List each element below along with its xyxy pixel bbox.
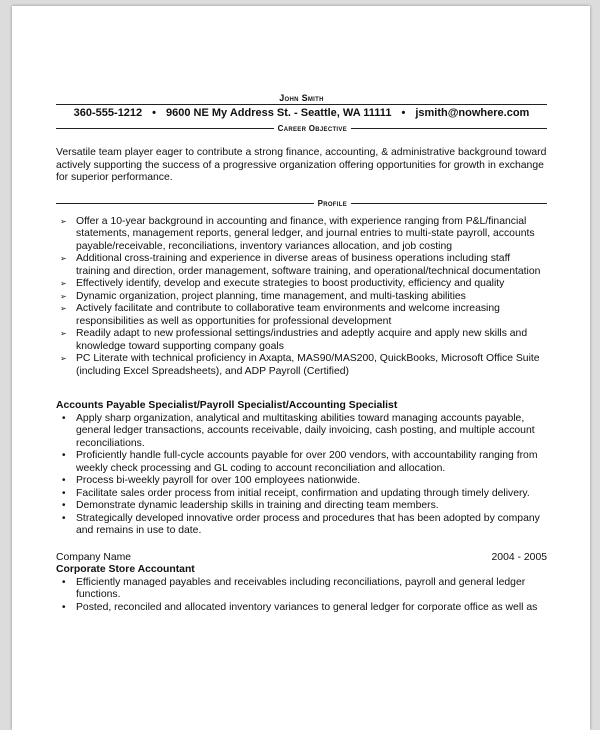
arrow-bullet-icon: ➢ xyxy=(60,291,67,301)
dot-bullet-icon: • xyxy=(62,601,66,613)
list-item: • Process bi-weekly payroll for over 100 employees nationwide. xyxy=(62,475,361,486)
job-company-row xyxy=(56,552,547,565)
profile-heading xyxy=(56,199,547,208)
list-item: ➢ Offer a 10-year background in accounting and finance, with experience ranging from P&L/financial statements, management reports, general ledger, and journal entries to multi-state payroll, accounts payable/receivable, reconciliations, inventory variances allocation, and job costing xyxy=(60,215,535,252)
arrow-bullet-icon: ➢ xyxy=(60,329,67,338)
heading-rule-right xyxy=(351,128,547,129)
arrow-bullet-icon: ➢ xyxy=(60,354,67,363)
dot-bullet-icon: • xyxy=(62,487,66,499)
candidate-name: John Smith xyxy=(279,93,324,103)
list-item: • Facilitate sales order process from initial receipt, confirmation and updating through timely delivery. xyxy=(62,487,530,499)
list-item: • Apply sharp organization, analytical and multitasking abilities toward managing accounts payable, general ledger transactions, accounts receivable, daily invoicing, cash posting, and multiple account reconciliations. xyxy=(62,412,535,449)
experience-summary-list xyxy=(56,413,547,538)
resume-content xyxy=(56,93,547,614)
phone: 360-555-1212 xyxy=(73,107,143,119)
job-duties-list xyxy=(56,577,547,615)
heading-rule-left xyxy=(56,128,274,129)
resume-page xyxy=(12,6,590,730)
dot-bullet-icon: • xyxy=(62,475,66,486)
list-item: • Proficiently handle full-cycle accounts payable for over 200 vendors, with accountability ranging from weekly check processing and GL coding to account reconciliation and allocation. xyxy=(62,450,538,474)
arrow-bullet-icon: ➢ xyxy=(60,254,67,263)
company-name: Company Name xyxy=(56,551,132,563)
list-item: ➢ Dynamic organization, project planning, time management, and multi-tasking abilities xyxy=(60,290,466,302)
contact-line xyxy=(56,106,547,120)
dot-bullet-icon: • xyxy=(62,512,66,524)
email: jsmith@nowhere.com xyxy=(415,107,530,119)
objective-text: Versatile team player eager to contribute a strong finance, accounting, & administrative background toward actively supporting the success of a progressive organization offering opportunities for growth in exchange for superior performance. xyxy=(56,147,547,183)
header-rule xyxy=(56,104,547,105)
separator-dot: • xyxy=(152,107,157,119)
list-item: ➢ Readily adapt to new professional settings/industries and adeptly acquire and apply new skills and knowledge toward supporting company goals xyxy=(60,328,528,352)
job-dates: 2004 - 2005 xyxy=(491,551,547,563)
job-title: Corporate Store Accountant xyxy=(56,564,195,575)
dot-bullet-icon: • xyxy=(62,412,66,424)
profile-heading-label: Profile xyxy=(317,198,347,208)
list-item: ➢ PC Literate with technical proficiency in Axapta, MAS90/MAS200, QuickBooks, Microsoft Office Suite (including Excel Spreadsheets), and ADP Payroll (Certified) xyxy=(60,353,540,377)
list-item: ➢ Actively facilitate and contribute to collaborative team environments and welcome increasing responsibilities as well as opportunities for professional development xyxy=(60,303,500,327)
arrow-bullet-icon: ➢ xyxy=(60,304,67,313)
objective-heading xyxy=(56,124,547,133)
list-item: • Demonstrate dynamic leadership skills in training and directing team members. xyxy=(62,500,439,511)
arrow-bullet-icon: ➢ xyxy=(60,216,67,226)
list-item: ➢ Effectively identify, develop and execute strategies to boost productivity, efficiency and quality xyxy=(60,278,505,289)
arrow-bullet-icon: ➢ xyxy=(60,279,67,288)
list-item: ➢ Additional cross-training and experience in diverse areas of business operations including staff training and direction, order management, software training, and operational/technical documentation xyxy=(60,253,541,277)
experience-summary-title: Accounts Payable Specialist/Payroll Specialist/Accounting Specialist xyxy=(56,400,398,411)
heading-rule-right xyxy=(351,203,547,204)
heading-rule-left xyxy=(56,203,314,204)
objective-heading-label: Career Objective xyxy=(277,124,347,133)
dot-bullet-icon: • xyxy=(62,500,66,511)
list-item: • Strategically developed innovative order process and procedures that has been adopted by company and remains in use to date. xyxy=(62,512,540,536)
dot-bullet-icon: • xyxy=(62,576,66,588)
address: 9600 NE My Address St. - Seattle, WA 11111 xyxy=(166,107,392,119)
dot-bullet-icon: • xyxy=(62,450,66,461)
profile-list xyxy=(56,216,547,379)
list-item: • Efficiently managed payables and receivables including reconciliations, payroll and general ledger functions. xyxy=(62,576,526,600)
separator-dot: • xyxy=(401,107,406,119)
list-item: • Posted, reconciled and allocated inventory variances to general ledger for corporate office as well as xyxy=(62,601,538,613)
